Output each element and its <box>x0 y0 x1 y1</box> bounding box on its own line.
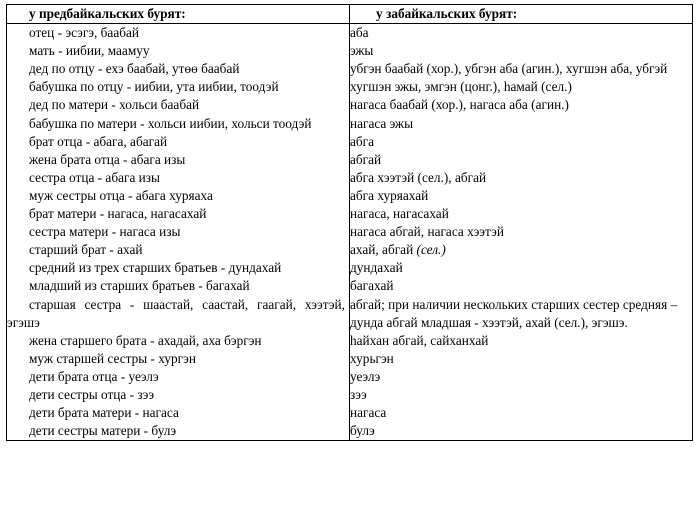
transbaikal-term-text: абга <box>350 133 375 149</box>
cisbaikal-term-cell <box>7 332 350 350</box>
table-body <box>7 24 693 441</box>
cisbaikal-term-cell <box>7 96 350 114</box>
cisbaikal-term-text: дети сестры отца - зээ <box>29 386 155 402</box>
transbaikal-term-cell <box>350 205 693 223</box>
cisbaikal-term-text: жена старшего брата - ахадай, аха бэргэн <box>29 332 262 348</box>
table-row <box>7 187 693 205</box>
cisbaikal-term-cell <box>7 115 350 133</box>
cisbaikal-term-cell <box>7 60 350 78</box>
transbaikal-term-text: нагаса, нагасахай <box>350 206 449 222</box>
transbaikal-term-text: нагаса абгай, нагаса хээтэй <box>350 224 504 240</box>
table-row <box>7 169 693 187</box>
cisbaikal-term-text: дети брата отца - уеэлэ <box>29 368 159 384</box>
kinship-terms-table <box>6 4 693 441</box>
transbaikal-term-cell <box>350 96 693 114</box>
cisbaikal-term-cell <box>7 241 350 259</box>
cisbaikal-term-text: старший брат - ахай <box>29 242 143 258</box>
cisbaikal-term-text: дед по отцу - ехэ баабай, утөө баабай <box>29 61 240 77</box>
transbaikal-term-cell <box>350 241 693 259</box>
table-row <box>7 78 693 96</box>
transbaikal-term-cell <box>350 115 693 133</box>
transbaikal-term-cell <box>350 259 693 277</box>
transbaikal-term-cell <box>350 296 693 332</box>
transbaikal-term-text: нагаса <box>350 405 387 421</box>
table-row <box>7 205 693 223</box>
cisbaikal-term-text: старшая сестра - шаастай, саастай, гаагай, хээтэй, эгэшэ <box>7 296 345 330</box>
cisbaikal-term-cell <box>7 133 350 151</box>
transbaikal-term-cell <box>350 386 693 404</box>
transbaikal-term-text: нагаса баабай (хор.), нагаса аба (агин.) <box>350 97 569 113</box>
transbaikal-term-text: абга хуряахай <box>350 187 429 203</box>
transbaikal-term-cell <box>350 24 693 43</box>
table-row <box>7 259 693 277</box>
cisbaikal-term-cell <box>7 368 350 386</box>
transbaikal-term-cell <box>350 368 693 386</box>
cisbaikal-term-text: дети сестры матери - булэ <box>29 423 177 439</box>
cisbaikal-term-cell <box>7 42 350 60</box>
cisbaikal-term-text: муж старшей сестры - хургэн <box>29 350 196 366</box>
cisbaikal-term-cell <box>7 205 350 223</box>
table-row <box>7 241 693 259</box>
table-row <box>7 368 693 386</box>
transbaikal-term-text: хугшэн эжы, эмгэн (цонг.), һамай (сел.) <box>350 79 572 95</box>
transbaikal-term-text: багахай <box>350 278 394 294</box>
transbaikal-term-text: абгай; при наличии нескольких старших сестер средняя – дунда абгай младшая - хээтэй, ахай (сел.), эгэшэ. <box>350 296 678 330</box>
transbaikal-term-cell <box>350 151 693 169</box>
transbaikal-term-text: булэ <box>350 423 375 439</box>
cisbaikal-term-cell <box>7 350 350 368</box>
cisbaikal-term-text: сестра отца - абага изы <box>29 169 160 185</box>
table-row <box>7 296 693 332</box>
cisbaikal-term-cell <box>7 422 350 441</box>
header-transbaikal: у забайкальских бурят: <box>350 5 693 24</box>
table-row <box>7 24 693 43</box>
transbaikal-term-text: уеэлэ <box>350 368 381 384</box>
transbaikal-term-text: нагаса эжы <box>350 115 413 131</box>
cisbaikal-term-text: брат матери - нагаса, нагасахай <box>29 206 207 222</box>
cisbaikal-term-text: муж сестры отца - абага хуряаха <box>29 187 213 203</box>
header-cisbaikal: у предбайкальских бурят: <box>7 5 350 24</box>
cisbaikal-term-text: жена брата отца - абага изы <box>29 151 186 167</box>
table-row <box>7 422 693 441</box>
transbaikal-term-cell <box>350 169 693 187</box>
transbaikal-term-text: эжы <box>350 43 374 59</box>
table-header-row <box>7 5 693 24</box>
transbaikal-term-cell <box>350 332 693 350</box>
cisbaikal-term-cell <box>7 259 350 277</box>
transbaikal-term-text: һайхан абгай, сайханхай <box>350 332 489 348</box>
cisbaikal-term-cell <box>7 223 350 241</box>
table-row <box>7 133 693 151</box>
cisbaikal-term-text: сестра матери - нагаса изы <box>29 224 181 240</box>
cisbaikal-term-text: дед по матери - хольси баабай <box>29 97 200 113</box>
cisbaikal-term-cell <box>7 296 350 332</box>
transbaikal-term-text: аба <box>350 25 369 41</box>
table-row <box>7 96 693 114</box>
cisbaikal-term-text: бабушка по отцу - иибии, ута иибии, тоодэй <box>29 79 279 95</box>
transbaikal-term-text: зээ <box>350 386 367 402</box>
dialect-note: (сел.) <box>416 242 446 258</box>
cisbaikal-term-text: младший из старших братьев - багахай <box>29 278 250 294</box>
cisbaikal-term-cell <box>7 78 350 96</box>
transbaikal-term-cell <box>350 277 693 295</box>
cisbaikal-term-text: отец - эсэгэ, баабай <box>29 25 140 41</box>
table-row <box>7 60 693 78</box>
transbaikal-term-cell <box>350 350 693 368</box>
cisbaikal-term-cell <box>7 277 350 295</box>
transbaikal-term-cell <box>350 422 693 441</box>
cisbaikal-term-cell <box>7 24 350 43</box>
cisbaikal-term-cell <box>7 404 350 422</box>
transbaikal-term-text: убгэн баабай (хор.), убгэн аба (агин.), хугшэн аба, убгэй <box>350 61 668 77</box>
cisbaikal-term-cell <box>7 151 350 169</box>
transbaikal-term-text: абгай <box>350 151 382 167</box>
transbaikal-term-cell <box>350 60 693 78</box>
table-row <box>7 151 693 169</box>
cisbaikal-term-text: дети брата матери - нагаса <box>29 405 179 421</box>
transbaikal-term-text: ахай, абгай <box>350 242 414 258</box>
cisbaikal-term-text: брат отца - абага, абагай <box>29 133 168 149</box>
transbaikal-term-text: дундахай <box>350 260 403 276</box>
transbaikal-term-cell <box>350 133 693 151</box>
table-row <box>7 42 693 60</box>
transbaikal-term-cell <box>350 404 693 422</box>
transbaikal-term-cell <box>350 187 693 205</box>
cisbaikal-term-cell <box>7 386 350 404</box>
table-row <box>7 350 693 368</box>
cisbaikal-term-text: бабушка по матери - хольси иибии, хольси тоодэй <box>29 115 312 131</box>
table-row <box>7 386 693 404</box>
table-row <box>7 277 693 295</box>
cisbaikal-term-text: мать - иибии, маамуу <box>29 43 150 59</box>
table-row <box>7 223 693 241</box>
transbaikal-term-text: абга хээтэй (сел.), абгай <box>350 169 487 185</box>
table-row <box>7 332 693 350</box>
transbaikal-term-cell <box>350 78 693 96</box>
table-row <box>7 404 693 422</box>
cisbaikal-term-text: средний из трех старших братьев - дундахай <box>29 260 282 276</box>
table-row <box>7 115 693 133</box>
transbaikal-term-cell <box>350 42 693 60</box>
transbaikal-term-text: хурьгэн <box>350 350 394 366</box>
cisbaikal-term-cell <box>7 169 350 187</box>
transbaikal-term-cell <box>350 223 693 241</box>
document-page <box>6 4 692 441</box>
cisbaikal-term-cell <box>7 187 350 205</box>
